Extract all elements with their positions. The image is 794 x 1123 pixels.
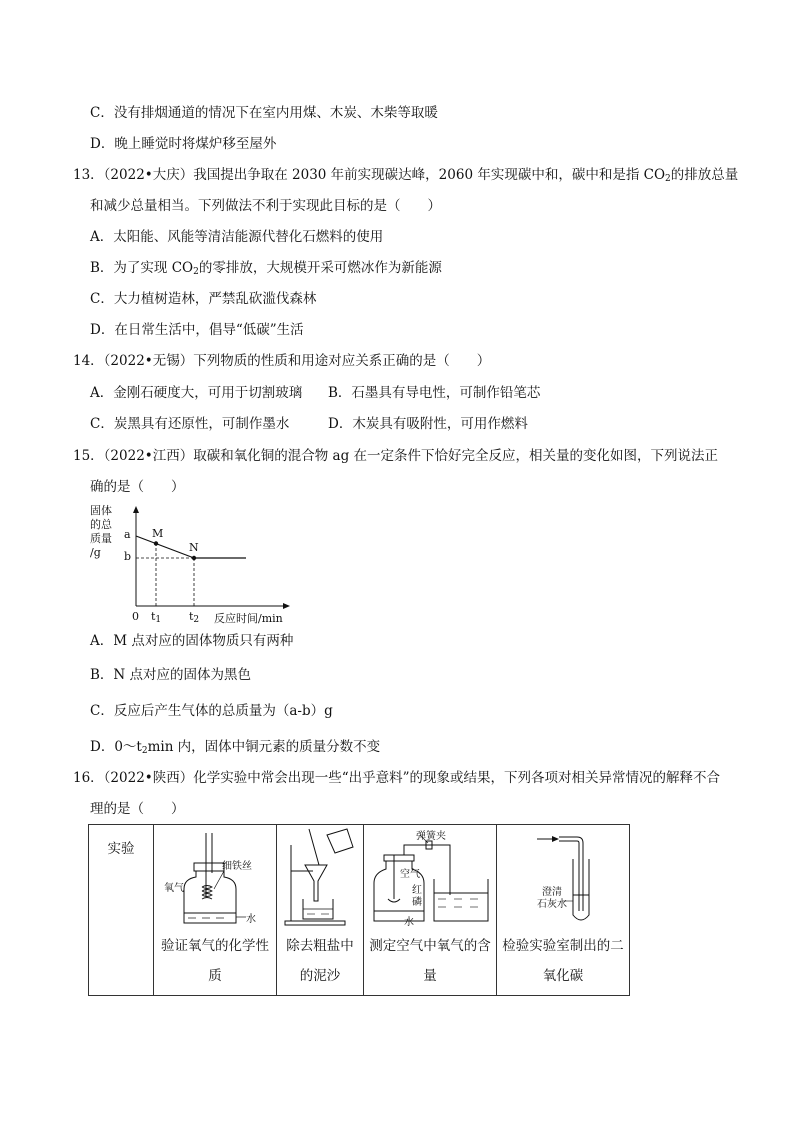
q14-option-d: D．木炭具有吸附性，可用作燃料	[328, 416, 528, 432]
y-axis-label: 固体 的总 质量 /g	[90, 504, 112, 559]
mass-line-decrease	[136, 536, 194, 558]
q12-option-c: C．没有排烟通道的情况下在室内用煤、木炭、木柴等取暖	[90, 105, 438, 121]
q16-experiment-table	[88, 824, 630, 996]
exp4-cell	[497, 825, 630, 996]
exp4-caption: 检验实验室制出的二 氧化碳	[502, 938, 624, 984]
point-n-dot	[192, 556, 196, 560]
q13-option-a: A．太阳能、风能等清洁能源代替化石燃料的使用	[90, 229, 384, 245]
q13-option-c: C．大力植树造林，严禁乱砍滥伐森林	[90, 291, 317, 307]
q13-stem-line2: 和减少总量相当。下列做法不利于实现此目标的是（ ）	[90, 198, 441, 214]
q14-option-b: B．石墨具有导电性，可制作铅笔芯	[328, 385, 541, 401]
exp3-label-water: 水	[404, 917, 414, 928]
q15-mass-time-graph	[86, 504, 306, 626]
exp2-diagram	[277, 825, 363, 931]
tick-b: b	[124, 550, 132, 563]
x-axis-arrow	[283, 603, 290, 609]
q15-option-b: B．N 点对应的固体为黑色	[90, 667, 252, 683]
exp1-label-water: 水	[246, 914, 256, 925]
tick-t2: $t_2$	[189, 610, 200, 625]
exp1-label-wire: 细铁丝	[222, 861, 252, 872]
q16-stem-line2: 理的是（ ）	[90, 801, 185, 817]
q12-option-d: D．晚上睡觉时将煤炉移至屋外	[90, 136, 277, 152]
exp2-caption: 除去粗盐中 的泥沙	[286, 938, 354, 984]
q14-option-c: C．炭黑具有还原性，可制作墨水	[90, 416, 290, 432]
q16-stem: 16．（2022•陕西）化学实验中常会出现一些“出乎意料”的现象或结果，下列各项对相关异常情况的解释不合	[73, 770, 721, 786]
q13-option-d: D．在日常生活中，倡导“低碳”生活	[90, 322, 304, 338]
exp4-label-limewater: 澄清 石灰水	[537, 887, 567, 910]
exp4-diagram	[497, 825, 629, 931]
y-axis-arrow	[133, 506, 139, 513]
exp3-caption: 测定空气中氧气的含 量	[369, 938, 491, 984]
tick-a: a	[124, 528, 131, 541]
q13-option-b: B．为了实现 $CO_2$的零排放，大规模开采可燃冰作为新能源	[90, 260, 442, 277]
q15-option-c: C．反应后产生气体的总质量为（a-b）g	[90, 703, 333, 719]
x-axis-label: 反应时间/min	[214, 612, 283, 625]
q15-option-d: D．$0\sim t_2\min$ 内，固体中铜元素的质量分数不变	[90, 739, 381, 756]
q14-option-a: A．金刚石硬度大，可用于切割玻璃	[90, 385, 303, 401]
exp3-label-phosphorus: 红 磷	[412, 885, 422, 908]
exp3-label-air: 空气	[400, 869, 420, 880]
exp3-label-clip: 弹簧夹	[416, 831, 446, 842]
q15-stem: 15．（2022•江西）取碳和氧化铜的混合物 ag 在一定条件下恰好完全反应，相关量的变化如图，下列说法正	[73, 448, 719, 464]
exp1-label-oxygen: 氧气	[164, 883, 184, 894]
exp3-diagram	[364, 825, 496, 931]
exp3-cell	[364, 825, 497, 996]
q15-option-a: A．M 点对应的固体物质只有两种	[90, 633, 294, 649]
exp1-caption: 验证氧气的化学性 质	[161, 938, 269, 984]
exp1-diagram	[154, 825, 276, 931]
origin-label: 0	[132, 610, 139, 623]
q15-stem-line2: 确的是（ ）	[90, 479, 185, 495]
exp2-cell	[277, 825, 364, 996]
exp1-cell	[154, 825, 277, 996]
point-m-label: M	[152, 527, 164, 540]
table-head-cell: 实验	[89, 825, 154, 996]
q13-stem: 13．（2022•大庆）我国提出争取在 2030 年前实现碳达峰，2060 年实现碳中和，碳中和是指 $CO_2$的排放总量	[73, 167, 739, 184]
q14-stem: 14．（2022•无锡）下列物质的性质和用途对应关系正确的是（ ）	[73, 353, 491, 369]
tick-t1: $t_1$	[151, 610, 162, 625]
point-n-label: N	[189, 541, 199, 554]
point-m-dot	[154, 541, 158, 545]
